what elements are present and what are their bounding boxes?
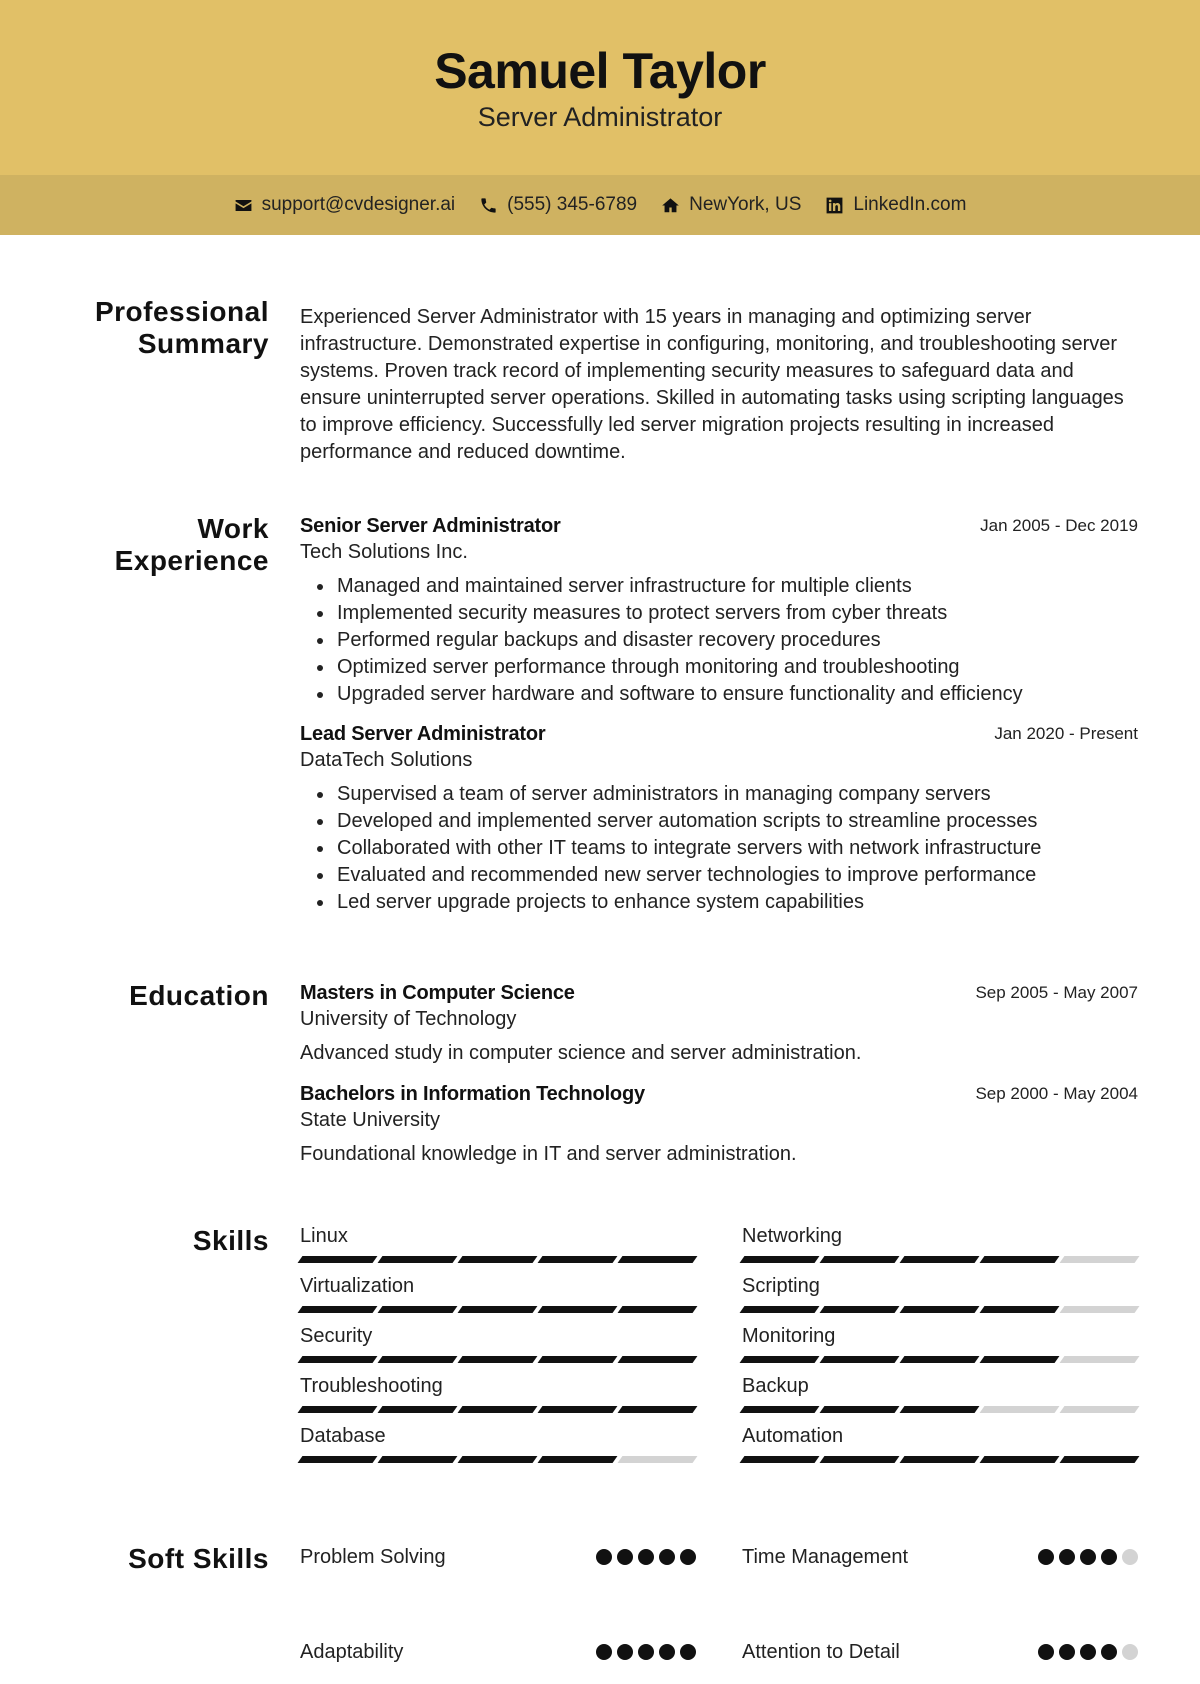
skill-level-segment bbox=[820, 1356, 900, 1363]
contact-bar bbox=[0, 175, 1200, 235]
skill-name: Virtualization bbox=[300, 1275, 415, 1297]
skill-level-segment bbox=[900, 1456, 980, 1463]
list-item: Collaborated with other IT teams to integrate servers with network infrastructure bbox=[300, 835, 1138, 862]
skill-level-segment bbox=[458, 1306, 538, 1313]
skill-level-segment bbox=[900, 1306, 980, 1313]
skill-level-segment bbox=[298, 1356, 378, 1363]
skill-level-segment bbox=[820, 1456, 900, 1463]
skill-level-segment bbox=[1060, 1356, 1140, 1363]
rating-dot bbox=[1122, 1549, 1138, 1565]
skill-item bbox=[742, 1423, 1138, 1463]
education-description: Foundational knowledge in IT and server administration. bbox=[300, 1143, 797, 1165]
skill-level-bar bbox=[742, 1456, 1138, 1463]
soft-skill-item bbox=[300, 1638, 696, 1666]
skill-item bbox=[742, 1373, 1138, 1413]
skill-level-segment bbox=[820, 1406, 900, 1413]
skill-level-bar bbox=[300, 1406, 696, 1413]
skill-level-segment bbox=[820, 1256, 900, 1263]
skill-item bbox=[300, 1273, 696, 1313]
skill-level-segment bbox=[378, 1306, 458, 1313]
skill-name: Scripting bbox=[742, 1275, 820, 1297]
skill-level-segment bbox=[618, 1256, 698, 1263]
candidate-name: Samuel Taylor bbox=[434, 43, 766, 99]
job-bullets bbox=[300, 781, 1138, 916]
skill-item bbox=[742, 1223, 1138, 1263]
skill-level-segment bbox=[538, 1356, 618, 1363]
skill-name: Security bbox=[300, 1325, 373, 1347]
soft-skill-rating bbox=[1038, 1644, 1138, 1660]
rating-dot bbox=[596, 1644, 612, 1660]
job-bullets bbox=[300, 573, 1138, 708]
skill-level-segment bbox=[458, 1406, 538, 1413]
skill-level-segment bbox=[618, 1456, 698, 1463]
soft-skill-name: Adaptability bbox=[300, 1640, 404, 1663]
linkedin-icon bbox=[825, 196, 844, 215]
skill-name: Troubleshooting bbox=[300, 1375, 443, 1397]
skill-level-segment bbox=[378, 1356, 458, 1363]
education-entry bbox=[300, 980, 1138, 1067]
skill-level-segment bbox=[538, 1256, 618, 1263]
skill-level-segment bbox=[378, 1406, 458, 1413]
skill-level-segment bbox=[1060, 1406, 1140, 1413]
skill-level-segment bbox=[740, 1456, 820, 1463]
skill-level-segment bbox=[980, 1256, 1060, 1263]
skill-level-segment bbox=[980, 1406, 1060, 1413]
job-company: DataTech Solutions bbox=[300, 749, 473, 771]
contact-linkedin-text: LinkedIn.com bbox=[853, 194, 967, 215]
skill-name: Monitoring bbox=[742, 1325, 836, 1347]
experience-heading: Work Experience bbox=[114, 513, 269, 576]
rating-dot bbox=[680, 1644, 696, 1660]
skill-item bbox=[300, 1423, 696, 1463]
soft-skill-item bbox=[742, 1543, 1138, 1571]
contact-linkedin[interactable] bbox=[825, 194, 966, 216]
skill-level-segment bbox=[618, 1406, 698, 1413]
rating-dot bbox=[638, 1549, 654, 1565]
candidate-role: Server Administrator bbox=[477, 102, 723, 132]
skill-level-segment bbox=[618, 1356, 698, 1363]
experience-entry bbox=[300, 513, 1138, 708]
rating-dot bbox=[659, 1644, 675, 1660]
skill-item bbox=[300, 1373, 696, 1413]
job-date: Jan 2020 - Present bbox=[994, 724, 1138, 743]
contact-location-text: NewYork, US bbox=[689, 194, 802, 215]
skill-level-segment bbox=[458, 1456, 538, 1463]
skill-level-segment bbox=[298, 1256, 378, 1263]
rating-dot bbox=[680, 1549, 696, 1565]
rating-dot bbox=[596, 1549, 612, 1565]
skill-level-segment bbox=[538, 1406, 618, 1413]
education-description: Advanced study in computer science and server administration. bbox=[300, 1042, 862, 1064]
rating-dot bbox=[638, 1644, 654, 1660]
rating-dot bbox=[1038, 1644, 1054, 1660]
rating-dot bbox=[1038, 1549, 1054, 1565]
summary-text: Experienced Server Administrator with 15 years in managing and optimizing server infrastructure. Demonstrated expertise in configuring, monitoring, and troubleshooting server systems. Proven track record of implementing security measures to safeguard data and ensure uninterrupted server operations. Skilled in automating tasks using scripting languages to improve efficiency. Successfully led server migration projects resulting in increased performance and reduced downtime. bbox=[300, 306, 1124, 463]
soft-skill-name: Problem Solving bbox=[300, 1545, 446, 1568]
skill-level-bar bbox=[742, 1406, 1138, 1413]
skill-level-segment bbox=[618, 1306, 698, 1313]
rating-dot bbox=[1059, 1644, 1075, 1660]
skill-level-segment bbox=[900, 1256, 980, 1263]
rating-dot bbox=[1122, 1644, 1138, 1660]
skill-level-segment bbox=[900, 1406, 980, 1413]
list-item: Developed and implemented server automation scripts to streamline processes bbox=[300, 808, 1138, 835]
job-title: Senior Server Administrator bbox=[300, 515, 561, 537]
skill-name: Linux bbox=[300, 1225, 348, 1247]
phone-icon bbox=[479, 196, 498, 215]
home-icon bbox=[661, 196, 680, 215]
skill-level-segment bbox=[740, 1406, 820, 1413]
skill-level-segment bbox=[1060, 1256, 1140, 1263]
list-item: Upgraded server hardware and software to ensure functionality and efficiency bbox=[300, 681, 1138, 708]
list-item: Evaluated and recommended new server technologies to improve performance bbox=[300, 862, 1138, 889]
skill-level-bar bbox=[742, 1256, 1138, 1263]
list-item: Managed and maintained server infrastructure for multiple clients bbox=[300, 573, 1138, 600]
rating-dot bbox=[1101, 1549, 1117, 1565]
resume-header bbox=[0, 0, 1200, 175]
skills-heading: Skills bbox=[192, 1225, 269, 1256]
job-company: Tech Solutions Inc. bbox=[300, 541, 468, 563]
education-date: Sep 2005 - May 2007 bbox=[975, 983, 1138, 1002]
list-item: Implemented security measures to protect servers from cyber threats bbox=[300, 600, 1138, 627]
skill-name: Database bbox=[300, 1425, 386, 1447]
skill-item bbox=[742, 1323, 1138, 1363]
rating-dot bbox=[1080, 1549, 1096, 1565]
skill-level-segment bbox=[458, 1356, 538, 1363]
rating-dot bbox=[1080, 1644, 1096, 1660]
skill-level-segment bbox=[458, 1256, 538, 1263]
degree-title: Masters in Computer Science bbox=[300, 982, 575, 1004]
skill-name: Networking bbox=[742, 1225, 843, 1247]
job-date: Jan 2005 - Dec 2019 bbox=[980, 516, 1138, 535]
soft-skills-heading: Soft Skills bbox=[128, 1543, 269, 1574]
education-date: Sep 2000 - May 2004 bbox=[975, 1084, 1138, 1103]
list-item: Led server upgrade projects to enhance system capabilities bbox=[300, 889, 1138, 916]
soft-skill-item bbox=[300, 1543, 696, 1571]
soft-skill-name: Attention to Detail bbox=[742, 1640, 900, 1663]
list-item: Performed regular backups and disaster recovery procedures bbox=[300, 627, 1138, 654]
soft-skill-name: Time Management bbox=[742, 1545, 908, 1568]
list-item: Supervised a team of server administrators in managing company servers bbox=[300, 781, 1138, 808]
envelope-icon bbox=[234, 196, 253, 215]
soft-skill-rating bbox=[596, 1549, 696, 1565]
rating-dot bbox=[617, 1549, 633, 1565]
skill-level-segment bbox=[980, 1306, 1060, 1313]
skill-item bbox=[742, 1273, 1138, 1313]
skill-level-segment bbox=[820, 1306, 900, 1313]
school-name: University of Technology bbox=[300, 1008, 517, 1030]
rating-dot bbox=[617, 1644, 633, 1660]
contact-phone[interactable] bbox=[479, 194, 637, 216]
contact-email-text: support@cvdesigner.ai bbox=[261, 194, 456, 215]
skill-level-segment bbox=[378, 1456, 458, 1463]
job-title: Lead Server Administrator bbox=[300, 723, 546, 745]
skill-level-bar bbox=[742, 1306, 1138, 1313]
skill-level-segment bbox=[298, 1456, 378, 1463]
skill-level-segment bbox=[740, 1306, 820, 1313]
skill-level-bar bbox=[300, 1456, 696, 1463]
skill-level-segment bbox=[1060, 1306, 1140, 1313]
contact-location bbox=[661, 194, 801, 216]
soft-skill-rating bbox=[596, 1644, 696, 1660]
experience-entry bbox=[300, 721, 1138, 916]
skill-level-segment bbox=[298, 1406, 378, 1413]
school-name: State University bbox=[300, 1109, 441, 1131]
skill-level-segment bbox=[900, 1356, 980, 1363]
skill-name: Automation bbox=[742, 1425, 844, 1447]
rating-dot bbox=[659, 1549, 675, 1565]
rating-dot bbox=[1059, 1549, 1075, 1565]
skills-grid bbox=[300, 1223, 1138, 1463]
rating-dot bbox=[1101, 1644, 1117, 1660]
skill-level-segment bbox=[740, 1356, 820, 1363]
skill-level-segment bbox=[378, 1256, 458, 1263]
education-heading: Education bbox=[129, 980, 269, 1011]
skill-level-segment bbox=[980, 1456, 1060, 1463]
skill-level-bar bbox=[300, 1256, 696, 1263]
skill-level-segment bbox=[538, 1456, 618, 1463]
skill-level-segment bbox=[538, 1306, 618, 1313]
degree-title: Bachelors in Information Technology bbox=[300, 1083, 645, 1105]
contact-phone-text: (555) 345-6789 bbox=[507, 194, 638, 215]
soft-skill-item bbox=[742, 1638, 1138, 1666]
skill-level-segment bbox=[980, 1356, 1060, 1363]
skill-level-bar bbox=[300, 1356, 696, 1363]
education-entry bbox=[300, 1081, 1138, 1168]
list-item: Optimized server performance through monitoring and troubleshooting bbox=[300, 654, 1138, 681]
skill-item bbox=[300, 1323, 696, 1363]
skill-item bbox=[300, 1223, 696, 1263]
skill-level-bar bbox=[742, 1356, 1138, 1363]
skill-level-segment bbox=[298, 1306, 378, 1313]
summary-heading: Professional Summary bbox=[94, 296, 269, 359]
skill-name: Backup bbox=[742, 1375, 809, 1397]
skill-level-bar bbox=[300, 1306, 696, 1313]
contact-email[interactable] bbox=[234, 194, 456, 216]
skill-level-segment bbox=[1060, 1456, 1140, 1463]
skill-level-segment bbox=[740, 1256, 820, 1263]
soft-skills-grid bbox=[300, 1543, 1138, 1666]
soft-skill-rating bbox=[1038, 1549, 1138, 1565]
